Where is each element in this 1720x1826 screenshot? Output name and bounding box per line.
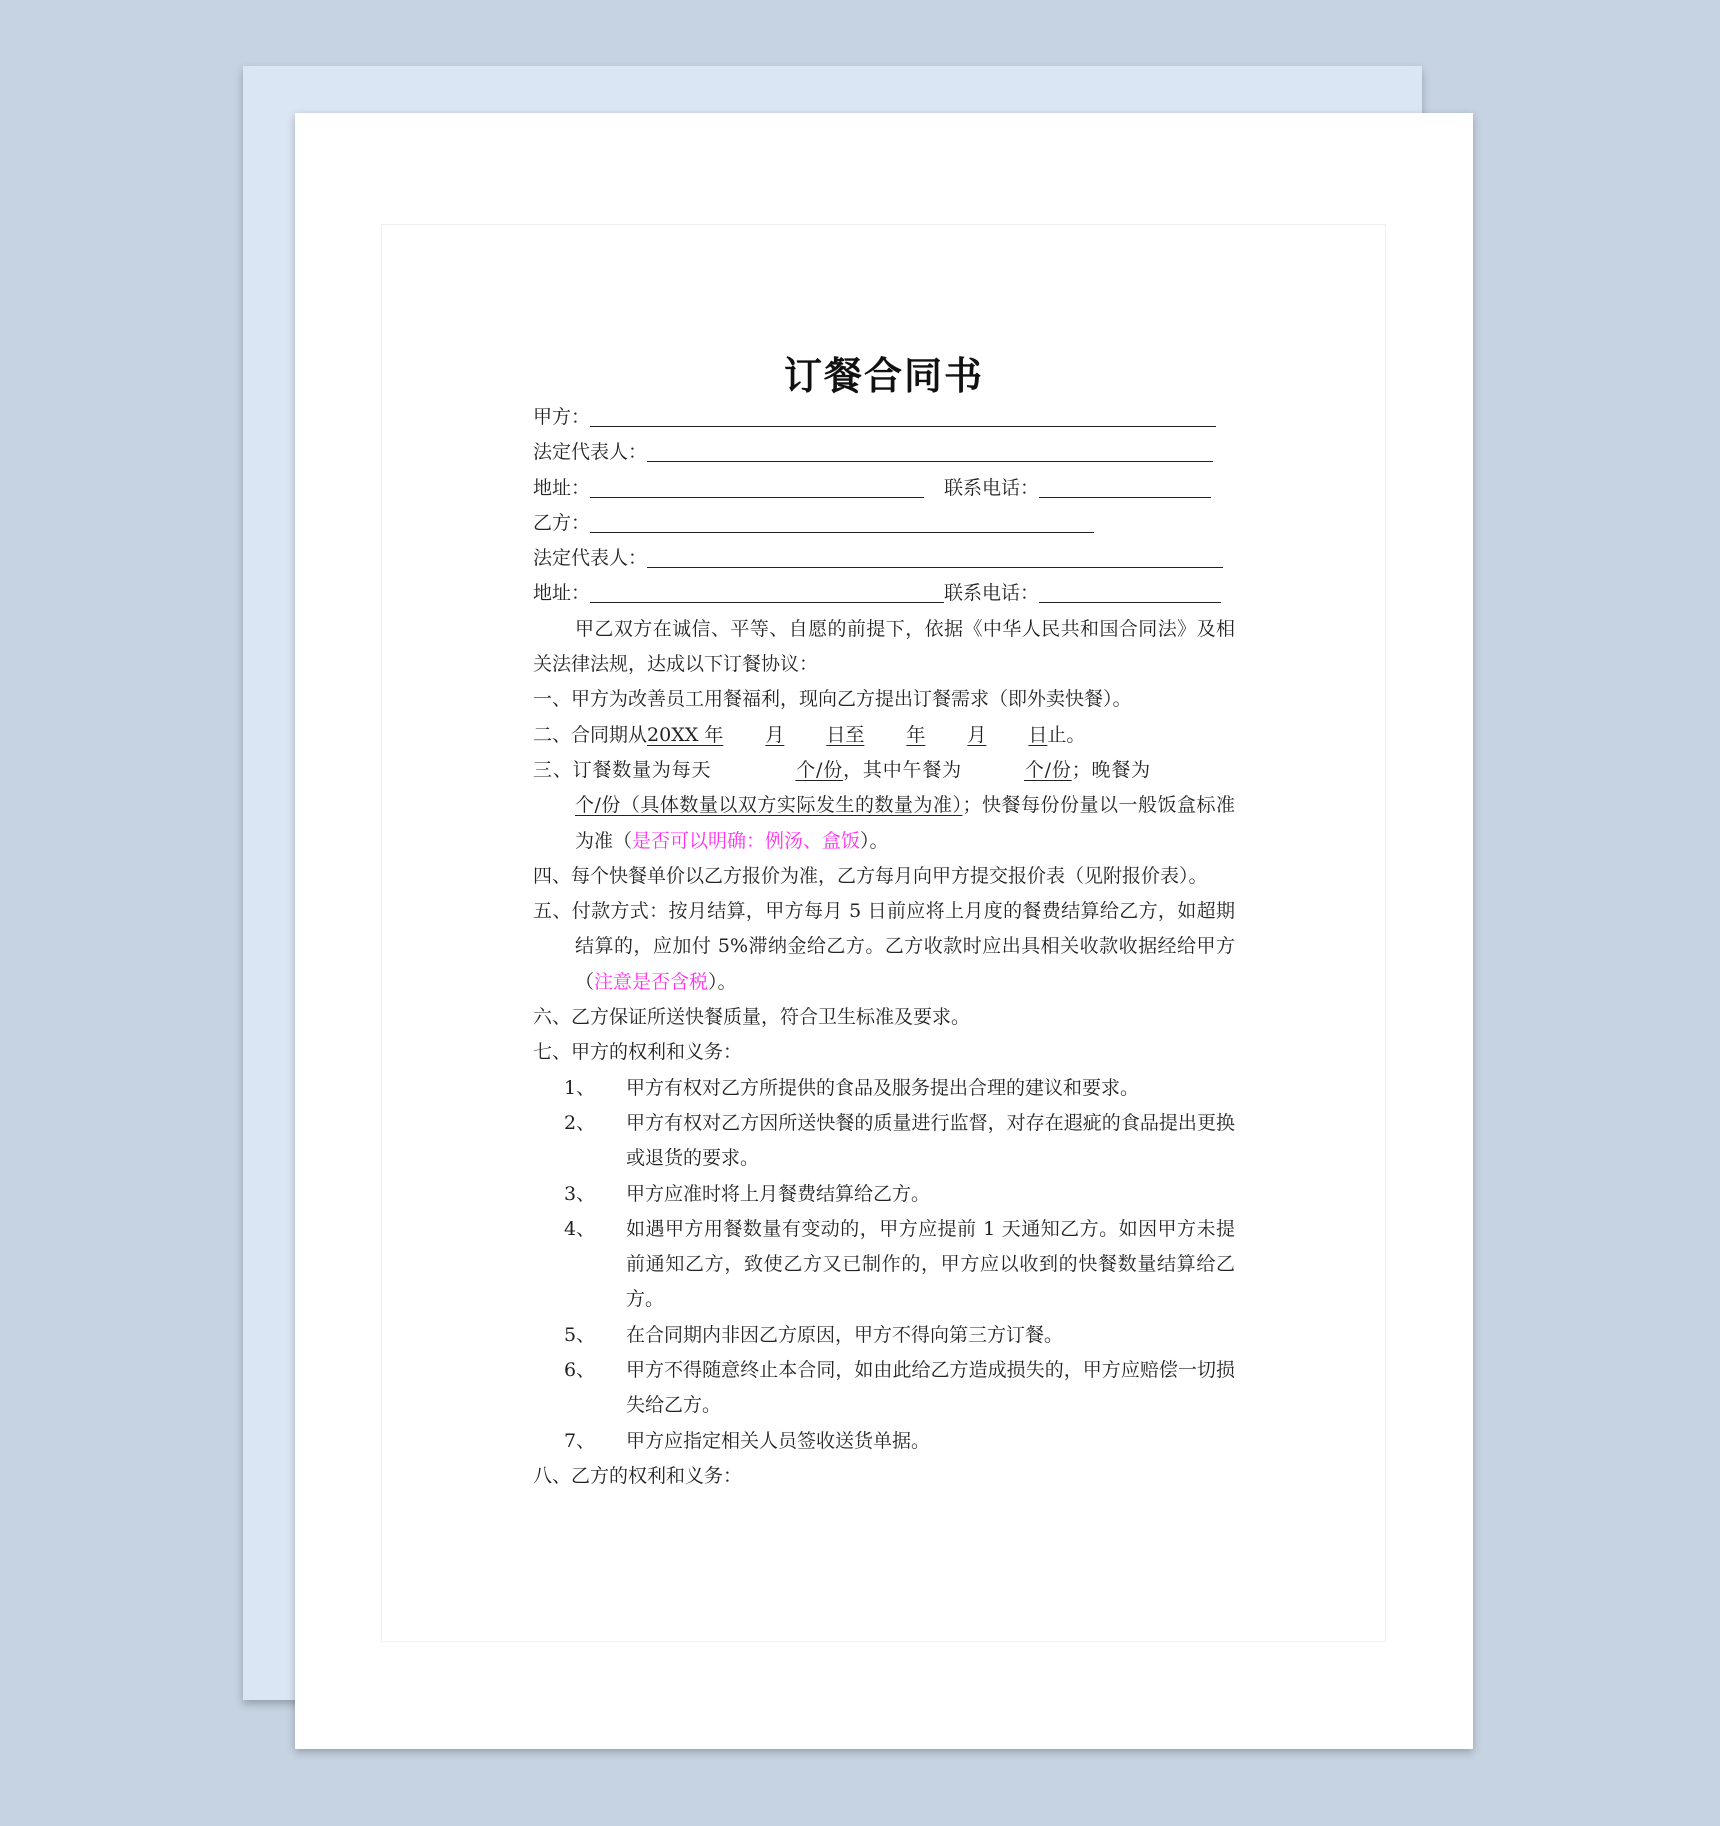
item-text: 在合同期内非因乙方原因，甲方不得向第三方订餐。	[626, 1323, 1064, 1346]
item-text: 甲方不得随意终止本合同，如由此给乙方造成损失的，甲方应赔偿一切损失给乙方。	[626, 1359, 1235, 1417]
list-item	[533, 1353, 1235, 1424]
clause-5-text: 五、付款方式：按月结算，甲方每月 5 日前应将上月度的餐费结算给乙方，如超期结算的，应加付 5%滞纳金给乙方。乙方收款时应出具相关收款收据经给甲方（	[533, 900, 1235, 993]
list-item	[533, 1212, 1235, 1318]
lunch-quantity-field[interactable]	[962, 759, 1072, 781]
unit-label: 个/份	[1024, 758, 1072, 781]
item-number: 5、	[564, 1323, 596, 1346]
item-text: 甲方应准时将上月餐费结算给乙方。	[626, 1182, 931, 1205]
start-year: 20XX	[647, 723, 699, 746]
party-a-address-label: 地址：	[533, 476, 591, 499]
clause-3-text: ；快餐每份份量以一般饭盒标准为准（	[575, 794, 1235, 852]
clause-8-heading: 八、乙方的权利和义务：	[533, 1464, 743, 1487]
month-label: 月	[765, 723, 785, 746]
item-number: 4、	[564, 1217, 596, 1240]
party-b-label: 乙方：	[533, 511, 591, 534]
dinner-label: ；晚餐为	[1071, 758, 1151, 781]
list-item	[533, 1071, 1235, 1106]
item-number: 7、	[564, 1429, 596, 1452]
party-b-address-line	[533, 576, 1235, 611]
party-a-address-line	[533, 471, 1235, 506]
list-item	[533, 1318, 1235, 1353]
document-body	[533, 400, 1235, 1494]
daily-quantity-field[interactable]	[711, 759, 843, 781]
party-a-phone-field[interactable]	[1039, 475, 1211, 498]
item-number: 3、	[564, 1182, 596, 1205]
item-text: 甲方应指定相关人员签收送货单据。	[626, 1429, 931, 1452]
end-month-label: 月	[967, 723, 987, 746]
day-to-label: 日至	[826, 723, 865, 746]
party-b-phone-label: 联系电话：	[944, 582, 1040, 605]
clause-7-list	[533, 1071, 1235, 1459]
clause-1: 一、甲方为改善员工用餐福利，现向乙方提出订餐需求（即外卖快餐）。	[533, 688, 1132, 711]
party-a-line	[533, 400, 1235, 435]
clause-3-end: ）。	[860, 829, 889, 852]
party-b-address-label: 地址：	[533, 582, 591, 605]
document-title: 订餐合同书	[783, 353, 984, 398]
clause-2	[533, 718, 1235, 753]
party-a-rep-label: 法定代表人：	[533, 441, 648, 464]
contract-period-field[interactable]	[647, 724, 1047, 746]
end-day-label: 日	[1028, 723, 1048, 746]
party-a-address-field[interactable]	[590, 475, 924, 498]
document-page	[295, 113, 1473, 1749]
clause-7-heading: 七、甲方的权利和义务：	[533, 1041, 743, 1064]
party-a-rep-line	[533, 435, 1235, 470]
item-text: 甲方有权对乙方因所送快餐的质量进行监督，对存在遐疵的食品提出更换或退货的要求。	[626, 1111, 1235, 1170]
party-b-address-field[interactable]	[590, 580, 944, 603]
item-number: 1、	[564, 1076, 596, 1099]
clause-5	[533, 894, 1235, 1000]
party-b-rep-field[interactable]	[647, 545, 1223, 568]
clause-4: 四、每个快餐单价以乙方报价为准，乙方每月向甲方提交报价表（见附报价表）。	[533, 864, 1208, 887]
party-b-rep-label: 法定代表人：	[533, 547, 648, 570]
clause-3-annotation: 是否可以明确：例汤、盒饭	[632, 829, 861, 852]
party-a-phone-label: 联系电话：	[944, 476, 1040, 499]
clause-3	[533, 753, 1235, 859]
year-label: 年	[704, 723, 724, 746]
clause-3-prefix: 三、订餐数量为每天	[533, 758, 712, 781]
item-text: 甲方有权对乙方所提供的食品及服务提出合理的建议和要求。	[626, 1076, 1140, 1099]
quantity-note: /份（具体数量以双方实际发生的数量为准）	[594, 794, 963, 817]
item-number: 6、	[564, 1359, 596, 1382]
clause-5-end: ）。	[708, 970, 737, 993]
item-number: 2、	[564, 1111, 596, 1134]
party-a-label: 甲方：	[533, 406, 591, 428]
lunch-label: ，其中午餐为	[843, 758, 962, 781]
intro-paragraph: 甲乙双方在诚信、平等、自愿的前提下，依据《中华人民共和国合同法》及相关法律法规，达成以下订餐协议：	[533, 617, 1235, 676]
party-b-line	[533, 506, 1235, 541]
list-item	[533, 1177, 1235, 1212]
party-a-field[interactable]	[590, 404, 1216, 427]
party-b-phone-field[interactable]	[1039, 580, 1221, 603]
item-text: 如遇甲方用餐数量有变动的，甲方应提前 1 天通知乙方。如因甲方未提前通知乙方，致使乙方又已制作的，甲方应以收到的快餐数量结算给乙方。	[626, 1217, 1235, 1311]
end-year-label: 年	[906, 723, 926, 746]
party-b-field[interactable]	[590, 510, 1094, 533]
unit-label: 个	[575, 794, 595, 817]
clause-6: 六、乙方保证所送快餐质量，符合卫生标准及要求。	[533, 1006, 971, 1029]
party-a-rep-field[interactable]	[647, 439, 1213, 462]
party-b-rep-line	[533, 541, 1235, 576]
clause-2-prefix: 二、合同期从	[533, 723, 648, 746]
list-item	[533, 1106, 1235, 1177]
clause-2-suffix: 止。	[1047, 723, 1086, 746]
list-item	[533, 1424, 1235, 1459]
clause-5-annotation: 注意是否含税	[594, 970, 709, 993]
unit-label: 个/份	[795, 758, 844, 781]
